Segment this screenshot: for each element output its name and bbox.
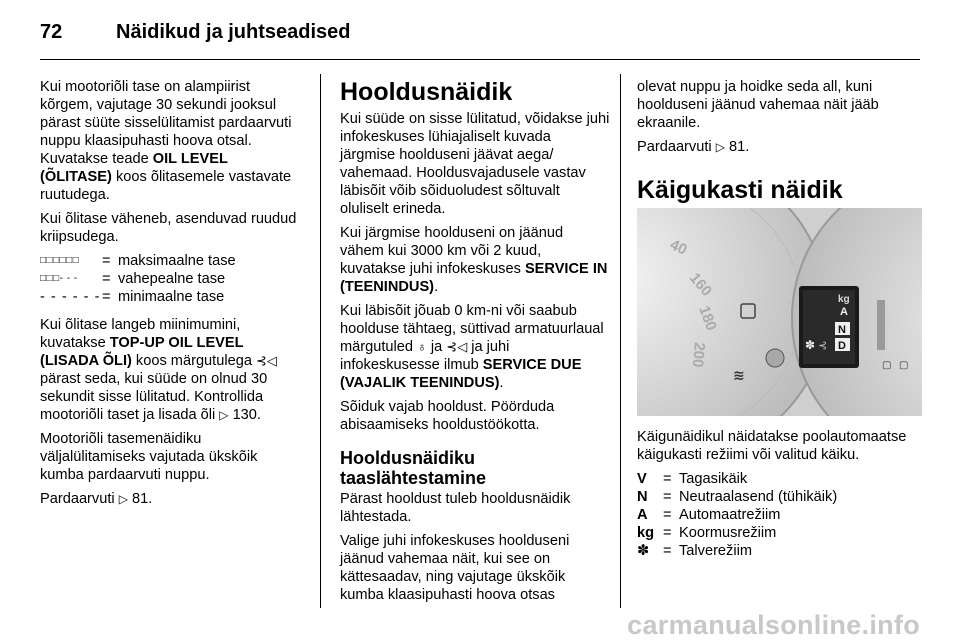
page-ref-link[interactable]: 130. [232,407,261,423]
gear-desc: Automaatrežiim [679,507,781,523]
gear-indicator-heading: Käigukasti näidik [637,176,843,204]
legend-key: □□□- - - [40,273,78,284]
column-1 [40,78,302,514]
page-ref-link[interactable]: 81. [131,491,153,507]
page-header [40,12,351,52]
instrument-cluster-illustration [637,208,922,416]
gear-desc: Talverežiim [679,543,752,559]
oil-level-paragraph: Kui mootoriõli tase on alampiirist kõrgem, vajutage 30 sekundi jooksul pärast süüte sisselülitamist pardaarvuti nuppu klaasipuhasti hoova otsal. Kuvatakse teade OIL LEVEL (ÕLITASE) koos õlitasemele vastavate ruutudega. [40,79,292,203]
column-divider [320,74,321,608]
legend-eq: = [102,253,111,269]
oil-can-icon: ⊰◁ [446,339,468,354]
speedo-label: 200 [688,341,708,369]
page-title: Näidikud ja juhtseadised [116,20,351,43]
page-ref-arrow-icon: ▷ [219,408,229,422]
gear-eq: = [663,489,672,505]
gear-eq: = [663,471,672,487]
top-up-oil-paragraph: Kui õlitase langeb miinimumini, kuvatakse TOP-UP OIL LEVEL (LISADA ÕLI) koos märgutulega ⊰◁ pärast seda, kui süüde on olnud 30 sekundit sisse lülitatud. Kontrollida mootoriõli taset ja lisada õli ▷ 130. [40,317,277,423]
gear-eq: = [663,543,672,559]
service-paragraph-4: Sõiduk vajab hooldust. Pöörduda abisaamiseks hooldustöökotta. [340,399,555,433]
computer-ref-paragraph: Pardaarvuti ▷ 81. [637,139,750,155]
service-reset-heading: Hooldusnäidiku taaslähtestamine [340,448,487,488]
legend-desc: vahepealne tase [118,271,226,287]
service-paragraph-3: Kui läbisõit jõuab 0 km-ni või saabub hoolduse tähtaeg, süttivad armatuurlaual märgutuled ♁ ja ⊰◁ ja juhi infokeskusesse ilmub SERVICE DUE (VAJALIK TEENINDUS). [340,303,604,391]
header-divider [40,59,920,60]
service-paragraph-2: Kui järgmise hoolduseni on jäänud vähem kui 3000 km või 2 kuud, kuvatakse juhi infokeskuses SERVICE IN (TEENINDUS). [340,225,608,295]
page-ref-link[interactable]: 81. [728,139,750,155]
column-divider [620,74,621,608]
service-icon: ⊰ [818,340,828,352]
gear-desc: Tagasikäik [679,471,748,487]
legend-key: □□□□□□ [40,255,80,266]
computer-ref-paragraph: Pardaarvuti ▷ 81. [40,491,153,507]
speedo-label: 160 [685,269,716,300]
page-number: 72 [40,20,63,43]
oil-level-decrease-paragraph: Kui õlitase väheneb, asenduvad ruudud kriipsudega. [40,211,297,245]
gear-key: kg [637,525,655,541]
wrench-icon: ♁ [417,339,427,354]
page-ref-arrow-icon: ▷ [715,140,725,154]
gear-indicator-paragraph: Käigunäidikul näidatakse poolautomaatse käigukasti režiimi või valitud käiku. [637,429,907,463]
gear-key: V [637,471,647,487]
display-gear-n: N [838,324,846,336]
speedo-label: 40 [667,236,690,259]
oil-indicator-off-paragraph: Mootoriõli tasemenäidiku väljalülitamiseks vajutada ükskõik kumba pardaarvuti nuppu. [40,431,258,483]
legend-key: - - - - - - [40,289,101,305]
service-reset-paragraph-1: Pärast hooldust tuleb hooldusnäidik lähtestada. [340,491,571,525]
gear-eq: = [663,507,672,523]
gear-desc: Koormusrežiim [679,525,777,541]
service-paragraph-1: Kui süüde on sisse lülitatud, võidakse juhi infokeskuses lühiajaliselt kuvada järgmise hoolduseni jäävat aega/ vahemaad. Hooldusvajadusele vastav läbisõit võib sõiduoludest sõltuvalt oluliselt erineda. [340,111,610,217]
gear-key: N [637,489,648,505]
gear-legend [637,470,922,560]
oil-can-icon: ⊰◁ [256,353,277,368]
page-ref-arrow-icon: ▷ [118,492,128,506]
instrument-cluster-figure [637,208,922,416]
speedo-label: 180 [695,303,720,333]
legend-desc: maksimaalne tase [118,253,236,269]
temperature-icon: ≋ [733,367,745,383]
oil-level-legend [40,252,302,306]
service-indicator-heading: Hooldusnäidik [340,78,513,106]
column-2 [340,78,610,610]
legend-eq: = [102,271,111,287]
watermark: carmanualsonline.info [627,610,920,640]
display-auto-mode: A [840,306,848,318]
winter-mode-icon: ✽ [637,543,650,559]
gear-desc: Neutraalasend (tühikäik) [679,489,838,505]
service-continued-paragraph: olevat nuppu ja hoidke seda all, kuni hoolduseni jäänud vahemaa näit jääb ekraanile. [637,79,879,131]
column-3 [637,78,922,560]
gear-key: A [637,507,648,523]
gear-eq: = [663,525,672,541]
svg-text:▢: ▢ [899,360,909,371]
display-gear-d: D [838,340,846,352]
legend-desc: minimaalne tase [118,289,225,305]
svg-text:▢: ▢ [882,360,892,371]
winter-mode-icon: ✽ [805,338,816,352]
display-load-mode: kg [838,294,850,305]
legend-eq: = [102,289,111,305]
service-reset-paragraph-2: Valige juhi infokeskuses hoolduseni jäänud vahemaa näit, kui see on kättesaadav, ning vajutage ükskõik kumba klaasipuhasti hoova otsas [340,533,570,603]
